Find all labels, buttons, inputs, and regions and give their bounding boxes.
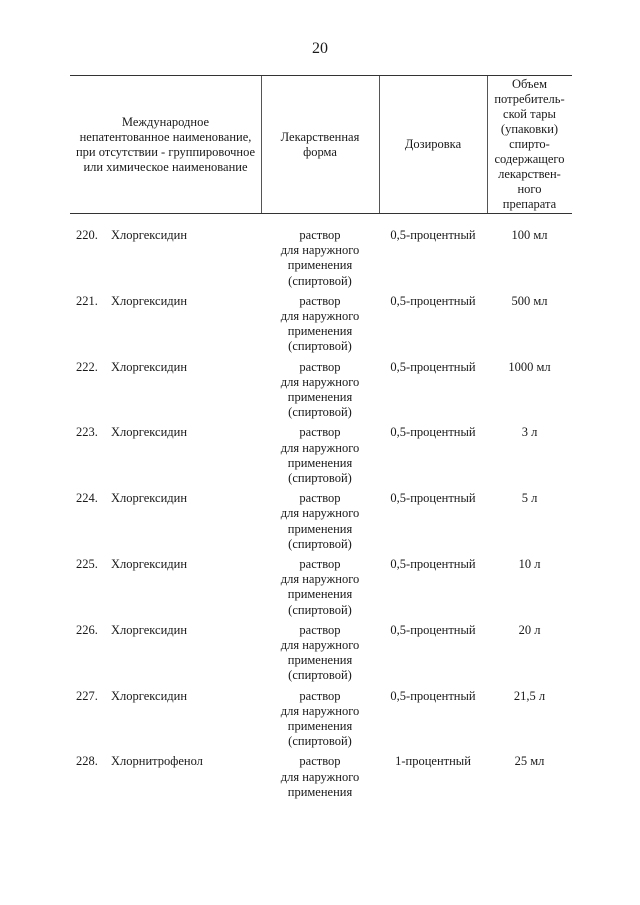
- package-volume: 10 л: [518, 556, 541, 571]
- dosage-form: раствор для наружного применения (спиртовой): [280, 293, 360, 354]
- row-number: 226.: [76, 622, 98, 637]
- drug-name: Хлоргексидин: [111, 293, 188, 308]
- dosage-form: раствор для наружного применения (спиртовой): [280, 622, 360, 683]
- drug-name: Хлоргексидин: [111, 491, 188, 506]
- package-volume: 1000 мл: [508, 359, 551, 374]
- package-volume: 500 мл: [511, 293, 548, 308]
- dosage: 0,5-процентный: [390, 688, 476, 703]
- drug-name: Хлорнитрофенол: [111, 754, 203, 769]
- drug-name: Хлоргексидин: [111, 359, 188, 374]
- table-row: [70, 228, 572, 294]
- drug-table: [70, 75, 572, 799]
- table-row: [70, 623, 572, 689]
- header-international-name: Международное непатентованное наименование, при отсутствии - группировочное или химическое наименование: [75, 114, 256, 174]
- package-volume: 20 л: [518, 622, 541, 637]
- dosage-form: раствор для наружного применения: [280, 754, 360, 799]
- dosage: 1-процентный: [395, 754, 471, 769]
- header-dosage: Дозировка: [404, 137, 462, 151]
- package-volume: 25 мл: [514, 754, 545, 769]
- table-row: [70, 491, 572, 557]
- row-number: 225.: [76, 556, 98, 571]
- drug-name: Хлоргексидин: [111, 688, 188, 703]
- table-row: [70, 294, 572, 360]
- dosage: 0,5-процентный: [390, 491, 476, 506]
- dosage-form: раствор для наружного применения (спиртовой): [280, 556, 360, 617]
- page-number: 20: [312, 40, 328, 57]
- dosage-form: раствор для наружного применения (спиртовой): [280, 359, 360, 420]
- header-dosage-form: Лекарственная форма: [280, 129, 360, 159]
- table-row: [70, 557, 572, 623]
- drug-name: Хлоргексидин: [111, 622, 188, 637]
- dosage: 0,5-процентный: [390, 293, 476, 308]
- drug-name: Хлоргексидин: [111, 228, 188, 242]
- table-row: [70, 689, 572, 755]
- dosage-form: раствор для наружного применения (спиртовой): [280, 688, 360, 749]
- dosage: 0,5-процентный: [390, 359, 476, 374]
- dosage-form: раствор для наружного применения (спиртовой): [280, 425, 360, 485]
- row-number: 221.: [76, 293, 98, 308]
- dosage: 0,5-процентный: [390, 556, 476, 571]
- table-row: [70, 360, 572, 426]
- row-number: 224.: [76, 491, 98, 506]
- table-row: [70, 425, 572, 491]
- row-number: 227.: [76, 688, 98, 703]
- dosage: 0,5-процентный: [390, 622, 476, 637]
- package-volume: 5 л: [521, 491, 538, 506]
- table-header: [70, 75, 572, 214]
- drug-name: Хлоргексидин: [111, 425, 188, 440]
- dosage-form: раствор для наружного применения (спиртовой): [280, 491, 360, 551]
- row-number: 220.: [76, 228, 98, 242]
- table-body: [70, 228, 572, 820]
- row-number: 223.: [76, 425, 98, 440]
- row-number: 222.: [76, 359, 98, 374]
- package-volume: 3 л: [521, 425, 538, 440]
- package-volume: 100 мл: [511, 228, 548, 242]
- package-volume: 21,5 л: [513, 688, 546, 703]
- table-row: [70, 754, 572, 820]
- dosage-form: раствор для наружного применения (спиртовой): [280, 228, 360, 288]
- dosage: 0,5-процентный: [390, 425, 476, 440]
- drug-name: Хлоргексидин: [111, 556, 188, 571]
- dosage: 0,5-процентный: [390, 228, 476, 242]
- header-package-volume: Объем потребитель- ской тары (упаковки) спирто- содержащего лекарствен- ного препарата: [494, 77, 565, 211]
- row-number: 228.: [76, 754, 98, 769]
